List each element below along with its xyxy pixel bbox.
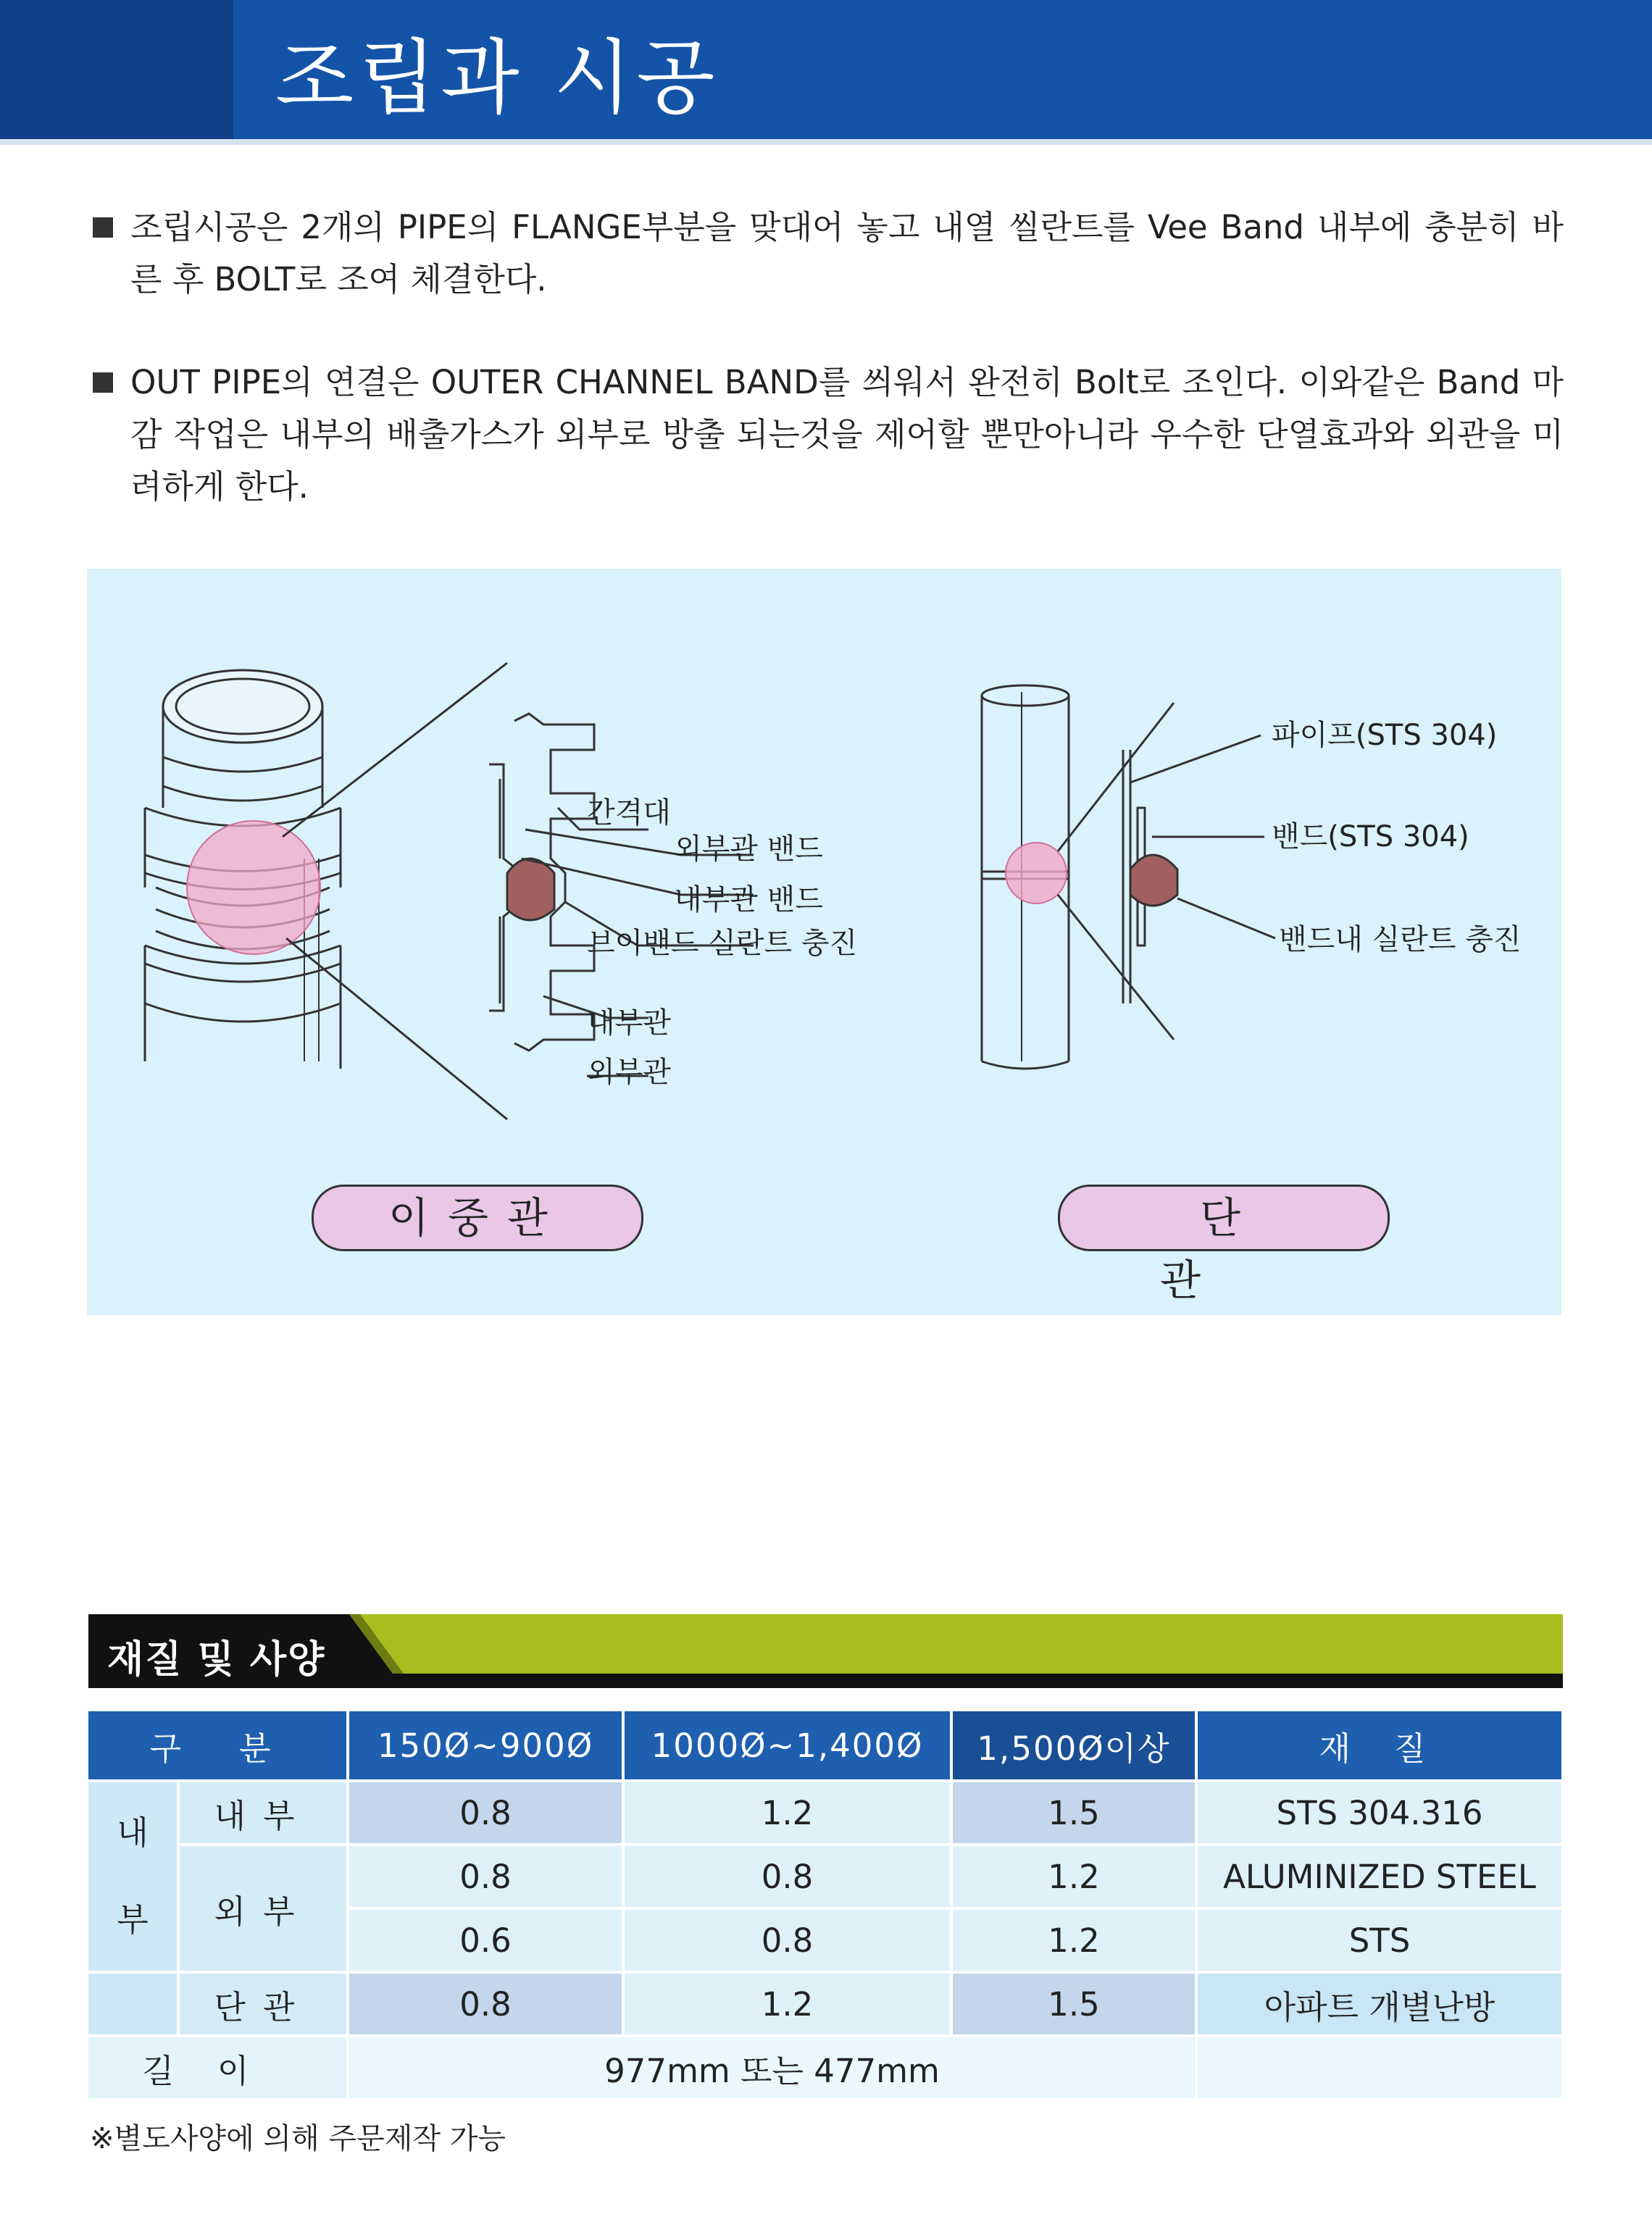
- cell-value: 0.8: [348, 1972, 623, 2036]
- label-outer-band: 외부관 밴드: [674, 832, 823, 866]
- table-row: [88, 1781, 1563, 1845]
- cell-value: 0.6: [348, 1908, 623, 1972]
- cell-material: ALUMINIZED STEEL: [1196, 1845, 1563, 1908]
- cell-value: 1.2: [623, 1972, 951, 2036]
- header-range-1: 150Ø~900Ø: [348, 1711, 623, 1781]
- row-group-label: 내부: [88, 1781, 178, 1972]
- table-row: [88, 1972, 1563, 2036]
- vee-band-sealant: [507, 859, 554, 920]
- cell-value: 0.8: [623, 1845, 951, 1908]
- cell-value: 1.5: [951, 1781, 1196, 1845]
- diagram-panel: [87, 569, 1561, 1315]
- cell-value: 1.2: [951, 1908, 1196, 1972]
- double-joint-highlight: [187, 821, 320, 954]
- length-value: 977mm 또는 477mm: [348, 2036, 1196, 2100]
- page-title: 조립과 시공: [275, 31, 719, 125]
- header-dark-block: [0, 0, 233, 145]
- cell-value: 1.2: [623, 1781, 951, 1845]
- single-joint-highlight: [1006, 843, 1067, 903]
- row-label: 내부: [178, 1781, 348, 1845]
- band-sealant: [1130, 855, 1177, 906]
- cell-value: 0.8: [348, 1845, 623, 1908]
- label-pipe-sts: 파이프(STS 304): [1272, 719, 1498, 752]
- cell-value: 0.8: [623, 1908, 951, 1972]
- single-leader-lines: [1130, 735, 1275, 938]
- paragraph-assembly: [93, 201, 1564, 306]
- caption-single-pipe: 단관: [1058, 1185, 1390, 1251]
- spec-table: [88, 1711, 1564, 2101]
- header-divider: [0, 139, 1652, 145]
- caption-double-pipe: 이중관: [312, 1185, 643, 1251]
- length-label: 길이: [88, 2036, 348, 2100]
- paragraph-outer-pipe: [93, 356, 1564, 513]
- header-range-3: 1,500Ø이상: [951, 1711, 1196, 1781]
- row-empty-side: [88, 1972, 178, 2036]
- header-category: 구분: [88, 1711, 348, 1781]
- paragraph-text: OUT PIPE의 연결은 OUTER CHANNEL BAND를 씌워서 완전히 Bolt로 조인다. 이와같은 Band 마감 작업은 내부의 배출가스가 외부로 방출 되는것을 제어할 뿐만아니라 우수한 단열효과와 외관을 미려하게 한다.: [130, 363, 1564, 506]
- table-row-length: [88, 2036, 1563, 2100]
- header-range-2: 1000Ø~1,400Ø: [623, 1711, 951, 1781]
- cell-material: 아파트 개별난방: [1196, 1972, 1563, 2036]
- square-bullet-icon: [93, 217, 113, 238]
- label-inner-band: 내부관 밴드: [674, 883, 823, 917]
- label-band-sts: 밴드(STS 304): [1272, 820, 1469, 853]
- label-band-sealant: 밴드내 실란트 충진: [1279, 923, 1522, 956]
- paragraph-text: 조립시공은 2개의 PIPE의 FLANGE부분을 맞대어 놓고 내열 씰란트를 Vee Band 내부에 충분히 바른 후 BOLT로 조여 체결한다.: [130, 208, 1564, 298]
- length-empty: [1196, 2036, 1563, 2100]
- spec-heading: [88, 1614, 1563, 1688]
- row-label: 외부: [178, 1845, 348, 1972]
- cell-value: 1.2: [951, 1845, 1196, 1908]
- cell-value: 0.8: [348, 1781, 623, 1845]
- cell-material: STS 304.316: [1196, 1781, 1563, 1845]
- cell-value: 1.5: [951, 1972, 1196, 2036]
- row-label: 단관: [178, 1972, 348, 2036]
- label-spacer: 간격대: [587, 796, 671, 830]
- spec-note: ※별도사양에 의해 주문제작 가능: [90, 2122, 506, 2155]
- square-bullet-icon: [93, 372, 113, 393]
- table-row: [88, 1845, 1563, 1908]
- cell-material: STS: [1196, 1908, 1563, 1972]
- page-header: [0, 0, 1652, 145]
- label-outer-pipe: 외부관: [587, 1056, 671, 1089]
- spec-title: 재질 및 사양: [107, 1638, 326, 1682]
- label-inner-pipe: 내부관: [587, 1006, 671, 1040]
- label-vee-sealant: 브이밴드 실란트 충진: [587, 927, 858, 960]
- header-material: 재질: [1196, 1711, 1563, 1781]
- table-header-row: [88, 1711, 1563, 1781]
